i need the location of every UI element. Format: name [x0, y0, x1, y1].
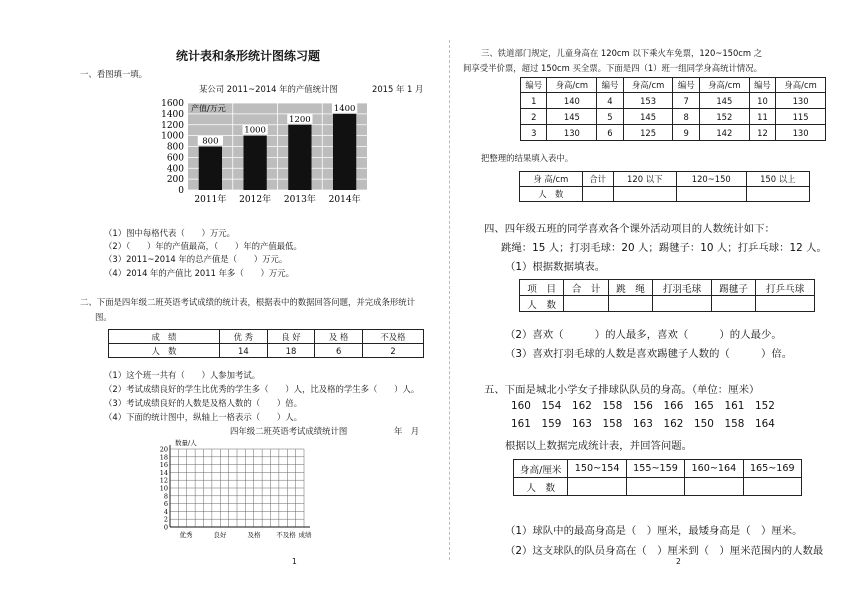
y-tick-label: 16: [159, 461, 168, 470]
y-tick-label: 2: [163, 515, 168, 524]
height-value: 162: [663, 418, 684, 430]
question-4-2: （2）喜欢（ ）的人最多，喜欢（ ）的人最少。: [505, 329, 782, 341]
section-3-text-2: 间享受半价票，超过 150cm 买全票。下面是四（1）班一组同学身高统计情况。: [463, 63, 763, 73]
table-header: 身高/cm: [547, 78, 597, 93]
table-header: 身高/cm: [623, 78, 673, 93]
bar: [243, 136, 266, 190]
table-header: 编号: [521, 78, 547, 93]
table-header: 不及格: [362, 330, 423, 344]
section-2-heading-cont: 图。: [95, 312, 112, 322]
answer-cell[interactable]: [743, 478, 801, 496]
table-header: 合计: [582, 172, 613, 187]
table-cell: 130: [776, 125, 826, 141]
page-divider: [449, 40, 450, 560]
table-cell: 2: [521, 109, 547, 125]
y-tick-label: 600: [166, 153, 184, 164]
table-header: 合 计: [564, 280, 608, 296]
table-cell: 3: [521, 125, 547, 141]
table-cell: 153: [623, 93, 673, 109]
page-number-1: 1: [292, 557, 297, 566]
height-value: 160: [511, 400, 531, 412]
table-header: 编号: [749, 78, 775, 93]
table-cell: 18: [267, 344, 315, 358]
table-header: 打羽毛球: [653, 280, 712, 296]
table-header: 身高/厘米: [514, 460, 568, 478]
height-value: 163: [572, 418, 592, 430]
table-header: 165~169: [743, 460, 801, 478]
question-2-3: （3）考试成绩良好的人数是及格人数的（ ）倍。: [104, 398, 302, 408]
y-tick-label: 1600: [161, 99, 184, 109]
section-4-heading: 四、四年级五班的同学喜欢各个课外活动项目的人数统计如下：: [484, 223, 775, 235]
data-label: 1000: [244, 125, 266, 136]
question-2-4: （4）下面的统计图中，纵轴上一格表示（ ）人。: [104, 412, 302, 422]
table-cell: 125: [623, 125, 673, 141]
table-cell: 12: [749, 125, 775, 141]
chart-2-date: 年 月: [394, 426, 420, 436]
table-header: 编号: [597, 78, 623, 93]
table-header: 踢毽子: [711, 280, 755, 296]
height-value: 158: [602, 400, 623, 412]
table-cell: 11: [749, 109, 775, 125]
y-tick-label: 0: [163, 523, 168, 532]
table-cell: 10: [749, 93, 775, 109]
height-value: 165: [694, 400, 714, 412]
table-header: 身高/cm: [699, 78, 749, 93]
table-header: 身 高/cm: [520, 172, 583, 187]
page-number-2: 2: [676, 557, 681, 566]
question-1-3: （3）2011~2014 年的总产值是（ ）万元。: [104, 254, 288, 264]
y-tick-label: 800: [166, 142, 184, 153]
x-tick-label: 2014年: [328, 195, 361, 205]
table-cell: 145: [623, 109, 673, 125]
table-cell: 145: [699, 93, 749, 109]
page-title: 统计表和条形统计图练习题: [176, 49, 321, 63]
data-label: 1200: [289, 114, 311, 125]
table-cell: 4: [597, 93, 623, 109]
section-2-heading: 二、下面是四年级二班英语考试成绩的统计表，根据表中的数据回答问题，并完成条形统计: [80, 297, 415, 307]
table-header: 跳 绳: [608, 280, 652, 296]
x-tick-label: 2011年: [194, 195, 227, 205]
answer-cell[interactable]: [626, 478, 684, 496]
height-value: 156: [633, 400, 653, 412]
team-height-table: [513, 459, 802, 496]
y-tick-label: 20: [159, 445, 168, 454]
answer-cell[interactable]: [746, 187, 809, 202]
height-value: 154: [541, 400, 562, 412]
y-tick-label: 400: [166, 164, 184, 175]
height-value: 166: [663, 400, 684, 412]
table-header: 及 格: [315, 330, 363, 344]
bar: [199, 147, 222, 191]
y-axis-label: 数量/人: [175, 439, 197, 447]
height-value: 162: [572, 400, 592, 412]
question-2-1: （1）这个班一共有（ ）人参加考试。: [104, 370, 261, 380]
table-cell: 人 数: [109, 344, 220, 358]
section-3-text-1: 三、铁道部门规定，儿童身高在 120cm 以下乘火车免票，120~150cm 之: [481, 48, 763, 58]
data-label: 1400: [333, 103, 356, 114]
y-axis-label: 产值/万元: [191, 104, 226, 113]
table-cell: 14: [220, 344, 268, 358]
x-tick-label: 及格: [247, 531, 261, 539]
table-cell: 6: [315, 344, 363, 358]
bar: [333, 114, 356, 190]
x-tick-label: 不及格: [276, 531, 296, 539]
height-value: 159: [541, 418, 562, 430]
table-cell: 142: [699, 125, 749, 141]
table-header: 身高/cm: [776, 78, 826, 93]
section-1-heading: 一、看图填一填。: [80, 69, 147, 79]
english-grades-table: [108, 329, 424, 358]
question-4-3: （3）喜欢打羽毛球的人数是喜欢踢毽子人数的（ ）倍。: [505, 348, 793, 360]
y-tick-label: 12: [159, 476, 168, 485]
table-cell: 152: [699, 109, 749, 125]
table-row-label: 人 数: [520, 187, 583, 202]
y-tick-label: 0: [178, 186, 184, 196]
table-row-label: 人 数: [520, 296, 564, 312]
bar: [288, 125, 311, 190]
y-tick-label: 6: [163, 500, 168, 509]
section-5-instruction: 根据以上数据完成统计表，并回答问题。: [505, 440, 693, 452]
x-tick-label: 成绩: [298, 531, 312, 539]
table-header: 成 绩: [109, 330, 220, 344]
section-3-fill-prompt: 把整理的结果填入表中。: [481, 153, 574, 163]
height-value: 150: [694, 418, 714, 430]
height-summary-table: [519, 171, 810, 202]
table-cell: 7: [673, 93, 699, 109]
table-cell: 130: [776, 93, 826, 109]
answer-cell[interactable]: [756, 296, 815, 312]
y-tick-label: 10: [159, 484, 168, 493]
table-row-label: 人 数: [514, 478, 568, 496]
chart-1-title: 某公司 2011~2014 年的产值统计图: [199, 84, 338, 94]
table-cell: 8: [673, 109, 699, 125]
section-5-heading: 五、下面是城北小学女子排球队队员的身高。（单位：厘米）: [484, 384, 760, 396]
y-tick-label: 4: [163, 507, 168, 516]
y-tick-label: 1000: [161, 131, 184, 142]
table-header: 良 好: [267, 330, 315, 344]
table-header: 150 以上: [746, 172, 809, 187]
question-5-1: （1）球队中的最高身高是（ ）厘米，最矮身高是（ ）厘米。: [505, 525, 803, 537]
production-bar-chart: [130, 93, 380, 208]
y-tick-label: 200: [166, 175, 184, 186]
y-tick-label: 1200: [161, 120, 184, 131]
y-tick-label: 8: [163, 492, 168, 501]
table-cell: 2: [362, 344, 423, 358]
height-value: 158: [724, 418, 745, 430]
table-cell: 145: [547, 109, 597, 125]
table-header: 160~164: [685, 460, 743, 478]
x-tick-label: 2012年: [239, 195, 272, 205]
answer-cell[interactable]: [711, 296, 755, 312]
answer-cell[interactable]: [568, 478, 626, 496]
table-cell: 130: [547, 125, 597, 141]
section-4-instruction: （1）根据数据填表。: [505, 261, 606, 273]
question-5-2: （2）这支球队的队员身高在（ ）厘米到（ ）厘米范围内的人数最: [505, 545, 824, 557]
table-header: 打乒乓球: [756, 280, 815, 296]
question-1-4: （4）2014 年的产值比 2011 年多（ ）万元。: [104, 268, 294, 278]
y-tick-label: 14: [159, 468, 168, 477]
answer-cell[interactable]: [685, 478, 743, 496]
answer-cell[interactable]: [608, 296, 652, 312]
data-label: 800: [202, 136, 219, 147]
table-cell: 5: [597, 109, 623, 125]
table-header: 120 以下: [613, 172, 676, 187]
question-1-2: （2）（ ）年的产值最高，（ ）年的产值最低。: [104, 241, 302, 251]
table-cell: 115: [776, 109, 826, 125]
x-tick-label: 良好: [213, 531, 227, 539]
answer-cell[interactable]: [582, 187, 613, 202]
table-header: 155~159: [626, 460, 684, 478]
height-value: 161: [724, 400, 745, 412]
table-header: 150~154: [568, 460, 626, 478]
table-header: 项 目: [520, 280, 564, 296]
section-4-data: 跳绳：15 人；打羽毛球：20 人；踢毽子：10 人；打乒乓球：12 人。: [501, 242, 827, 254]
question-1-1: （1）图中每格代表（ ）万元。: [104, 228, 235, 238]
answer-cell[interactable]: [613, 187, 676, 202]
activities-table: [519, 279, 815, 312]
answer-cell[interactable]: [564, 296, 608, 312]
height-value: 163: [633, 418, 653, 430]
chart-2-title: 四年级二班英语考试成绩统计图: [230, 426, 348, 436]
table-cell: 140: [547, 93, 597, 109]
chart-1-date: 2015 年 1 月: [372, 84, 424, 94]
x-tick-label: 优秀: [179, 531, 193, 539]
grades-empty-chart: [150, 437, 325, 540]
height-table: [520, 77, 826, 141]
answer-cell[interactable]: [653, 296, 712, 312]
x-tick-label: 2013年: [283, 195, 316, 205]
y-tick-label: 1400: [161, 109, 184, 120]
table-header: 120~150: [676, 172, 746, 187]
height-value: 158: [602, 418, 623, 430]
table-cell: 9: [673, 125, 699, 141]
table-header: 编号: [673, 78, 699, 93]
height-value: 164: [755, 418, 775, 430]
height-value: 161: [511, 418, 531, 430]
table-cell: 1: [521, 93, 547, 109]
answer-cell[interactable]: [676, 187, 746, 202]
table-cell: 6: [597, 125, 623, 141]
height-value: 152: [755, 400, 775, 412]
y-tick-label: 18: [159, 453, 168, 462]
question-2-2: （2）考试成绩良好的学生比优秀的学生多（ ）人，比及格的学生多（ ）人。: [104, 384, 420, 394]
table-header: 优 秀: [220, 330, 268, 344]
